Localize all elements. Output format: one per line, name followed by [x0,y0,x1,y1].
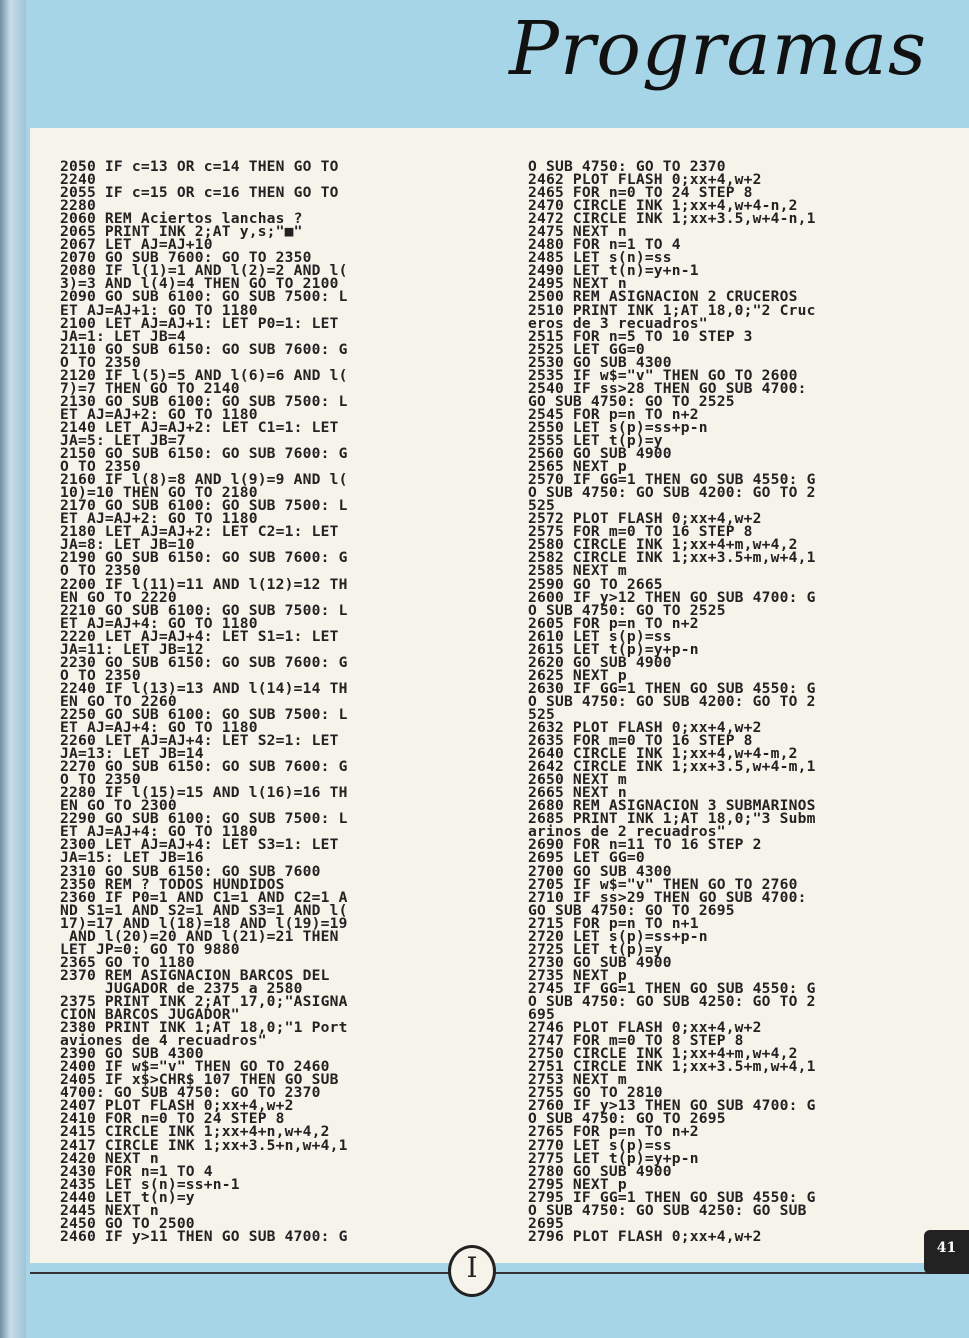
code-line: 2160 IF l(8)=8 AND l(9)=9 AND l( [60,471,348,489]
code-line: 2430 FOR n=1 TO 4 [60,1162,213,1180]
code-line: 2620 GO SUB 4900 [528,653,672,671]
code-line: 2690 FOR n=11 TO 16 STEP 2 [528,836,762,854]
code-line: 2570 IF GG=1 THEN GO SUB 4550: G [528,471,816,489]
code-line: 2642 CIRCLE INK 1;xx+3.5,w+4-m,1 [528,758,816,776]
code-line: 2615 LET t(p)=y+p-n [528,640,699,658]
code-line: EN GO TO 2220 [60,588,177,606]
code-line: 2067 LET AJ=AJ+10 [60,236,213,254]
code-line: 2365 GO TO 1180 [60,953,195,971]
code-line: 2417 CIRCLE INK 1;xx+3.5+n,w+4,1 [60,1136,348,1154]
page-number: 41 [936,1240,957,1256]
code-line: 2380 PRINT INK 1;AT 18,0;"1 Port [60,1019,348,1037]
code-line: 2635 FOR m=0 TO 16 STEP 8 [528,732,753,750]
code-line: 695 [528,1006,555,1024]
code-line: 2745 IF GG=1 THEN GO SUB 4550: G [528,979,816,997]
code-line: 2565 NEXT p [528,458,627,476]
code-line: 2680 REM ASIGNACION 3 SUBMARINOS [528,797,816,815]
code-line: 4700: GO SUB 4750: GO TO 2370 [60,1084,321,1102]
page-sheet [30,128,969,1263]
code-line: eros de 3 recuadros" [528,314,708,332]
code-line: 2665 NEXT n [528,784,627,802]
code-line: O SUB 4750: GO TO 2525 [528,601,726,619]
code-line: 2462 PLOT FLASH 0;xx+4,w+2 [528,171,762,189]
code-line: ET AJ=AJ+2: GO TO 1180 [60,510,258,528]
code-line: 2460 IF y>11 THEN GO SUB 4700: G [60,1227,348,1245]
code-line: 2550 LET s(p)=ss+p-n [528,418,708,436]
code-line: O SUB 4750: GO SUB 4200: GO TO 2 [528,484,816,502]
code-line: ET AJ=AJ+2: GO TO 1180 [60,405,258,423]
code-line: 2485 LET s(n)=ss [528,249,672,267]
section-title: Programas [509,6,927,92]
code-line: 3)=3 AND l(4)=4 THEN GO TO 2100 [60,275,339,293]
code-line: JA=13: LET JB=14 [60,745,204,763]
code-line: 2480 FOR n=1 TO 4 [528,236,681,254]
code-line: 2180 LET AJ=AJ+2: LET C2=1: LET [60,523,339,541]
code-line: 2120 IF l(5)=5 AND l(6)=6 AND l( [60,366,348,384]
code-line: 2350 REM ? TODOS HUNDIDOS [60,875,285,893]
code-line: 2390 GO SUB 4300 [60,1045,204,1063]
code-line: O SUB 4750: GO SUB 4200: GO TO 2 [528,692,816,710]
code-line: 2475 NEXT n [528,223,627,241]
code-line: 2440 LET t(n)=y [60,1188,195,1206]
code-line: 2420 NEXT n [60,1149,159,1167]
code-line: 2560 GO SUB 4900 [528,445,672,463]
code-line: 2775 LET t(p)=y+p-n [528,1149,699,1167]
code-line: 2535 IF w$="v" THEN GO TO 2600 [528,366,798,384]
code-line: 2725 LET t(p)=y [528,940,663,958]
code-line: 2590 GO TO 2665 [528,575,663,593]
code-line: 2465 FOR n=0 TO 24 STEP 8 [528,184,753,202]
footer-band [26,1263,969,1338]
code-line: 2632 PLOT FLASH 0;xx+4,w+2 [528,719,762,737]
code-line: 2210 GO SUB 6100: GO SUB 7500: L [60,601,348,619]
code-line: EN GO TO 2300 [60,797,177,815]
code-line: 2065 PRINT INK 2;AT y,s;"■" [60,223,303,241]
code-line: 2055 IF c=15 OR c=16 THEN GO TO [60,184,339,202]
code-line: 2190 GO SUB 6150: GO SUB 7600: G [60,549,348,567]
code-line: 2640 CIRCLE INK 1;xx+4,w+4-m,2 [528,745,798,763]
code-line: 2705 IF w$="v" THEN GO TO 2760 [528,875,798,893]
code-line: 2110 GO SUB 6150: GO SUB 7600: G [60,340,348,358]
code-line: O TO 2350 [60,458,141,476]
code-line: 2495 NEXT n [528,275,627,293]
code-line: 2625 NEXT p [528,666,627,684]
code-line: 2610 LET s(p)=ss [528,627,672,645]
code-line: LET JP=0: GO TO 9880 [60,940,240,958]
code-line: 2407 PLOT FLASH 0;xx+4,w+2 [60,1097,294,1115]
code-line: O TO 2350 [60,666,141,684]
code-line: 2750 CIRCLE INK 1;xx+4+m,w+4,2 [528,1045,798,1063]
code-line: 2435 LET s(n)=ss+n-1 [60,1175,240,1193]
code-line: 2220 LET AJ=AJ+4: LET S1=1: LET [60,627,339,645]
code-line: O SUB 4750: GO TO 2695 [528,1110,726,1128]
code-line: 2755 GO TO 2810 [528,1084,663,1102]
code-line: aviones de 4 recuadros" [60,1032,267,1050]
code-line: 2695 [528,1214,564,1232]
code-line: 2280 [60,197,96,215]
code-line: 2415 CIRCLE INK 1;xx+4+n,w+4,2 [60,1123,330,1141]
code-line: 2572 PLOT FLASH 0;xx+4,w+2 [528,510,762,528]
code-line: 2150 GO SUB 6150: GO SUB 7600: G [60,445,348,463]
code-line: ET AJ=AJ+4: GO TO 1180 [60,719,258,737]
code-line: arinos de 2 recuadros" [528,823,726,841]
code-line: 525 [528,497,555,515]
code-line: 2370 REM ASIGNACION BARCOS DEL [60,966,330,984]
code-line: JA=15: LET JB=16 [60,849,204,867]
code-line: 2765 FOR p=n TO n+2 [528,1123,699,1141]
code-line: GO SUB 4750: GO TO 2525 [528,392,735,410]
code-line: 10)=10 THEN GO TO 2180 [60,484,258,502]
code-line: 2650 NEXT m [528,771,627,789]
code-line: JA=1: LET JB=4 [60,327,186,345]
code-line: 2490 LET t(n)=y+n-1 [528,262,699,280]
code-line: ET AJ=AJ+4: GO TO 1180 [60,823,258,841]
code-line: 2130 GO SUB 6100: GO SUB 7500: L [60,392,348,410]
code-line: 2580 CIRCLE INK 1;xx+4+m,w+4,2 [528,536,798,554]
code-line: 2540 IF ss>28 THEN GO SUB 4700: [528,379,807,397]
code-line: 2445 NEXT n [60,1201,159,1219]
code-line: 2200 IF l(11)=11 AND l(12)=12 TH [60,575,348,593]
code-line: 2605 FOR p=n TO n+2 [528,614,699,632]
code-line: 2700 GO SUB 4300 [528,862,672,880]
code-line: 2770 LET s(p)=ss [528,1136,672,1154]
code-line: JA=8: LET JB=10 [60,536,195,554]
code-line: 2410 FOR n=0 TO 24 STEP 8 [60,1110,285,1128]
code-line: 2290 GO SUB 6100: GO SUB 7500: L [60,810,348,828]
code-line: ND S1=1 AND S2=1 AND S3=1 AND l( [60,901,348,919]
code-line: CION BARCOS JUGADOR" [60,1006,240,1024]
code-line: 2070 GO SUB 7600: GO TO 2350 [60,249,312,267]
code-line: 2747 FOR m=0 TO 8 STEP 8 [528,1032,744,1050]
code-line: 2090 GO SUB 6100: GO SUB 7500: L [60,288,348,306]
code-line: 2753 NEXT m [528,1071,627,1089]
code-line: JUGADOR de 2375 a 2580 [60,979,303,997]
code-line: GO SUB 4750: GO TO 2695 [528,901,735,919]
code-line: 2060 REM Aciertos lanchas ? [60,210,303,228]
code-line: 2751 CIRCLE INK 1;xx+3.5+m,w+4,1 [528,1058,816,1076]
code-line: 2472 CIRCLE INK 1;xx+3.5,w+4-n,1 [528,210,816,228]
code-line: 2100 LET AJ=AJ+1: LET P0=1: LET [60,314,339,332]
code-line: 2575 FOR m=0 TO 16 STEP 8 [528,523,753,541]
code-line: O SUB 4750: GO TO 2370 [528,158,726,175]
code-line: 2695 LET GG=0 [528,849,645,867]
code-line: 2795 NEXT p [528,1175,627,1193]
code-line: O TO 2350 [60,353,141,371]
code-line: 2450 GO TO 2500 [60,1214,195,1232]
code-line: 2715 FOR p=n TO n+1 [528,914,699,932]
code-line: 2585 NEXT m [528,562,627,580]
code-line: 2685 PRINT INK 1;AT 18,0;"3 Subm [528,810,816,828]
footer-numeral: I [466,1251,478,1284]
code-line: 2510 PRINT INK 1;AT 18,0;"2 Cruc [528,301,816,319]
listing-column-left [60,160,440,1243]
page-binding-edge [0,0,26,1338]
code-line: 2555 LET t(p)=y [528,431,663,449]
code-line: 2270 GO SUB 6150: GO SUB 7600: G [60,758,348,776]
code-line: 2310 GO SUB 6150: GO SUB 7600 [60,862,321,880]
code-line: 2140 LET AJ=AJ+2: LET C1=1: LET [60,418,339,436]
code-line: 2405 IF x$>CHR$ 107 THEN GO SUB [60,1071,339,1089]
code-line: 2760 IF y>13 THEN GO SUB 4700: G [528,1097,816,1115]
code-line: 2530 GO SUB 4300 [528,353,672,371]
code-line: 2250 GO SUB 6100: GO SUB 7500: L [60,705,348,723]
code-line: 2470 CIRCLE INK 1;xx+4,w+4-n,2 [528,197,798,215]
code-line: 2360 IF P0=1 AND C1=1 AND C2=1 A [60,888,348,906]
code-line: 2375 PRINT INK 2;AT 17,0;"ASIGNA [60,993,348,1010]
code-line: 2515 FOR n=5 TO 10 STEP 3 [528,327,753,345]
code-line: 2080 IF l(1)=1 AND l(2)=2 AND l( [60,262,348,280]
code-line: 2400 IF w$="v" THEN GO TO 2460 [60,1058,330,1076]
code-line: 2746 PLOT FLASH 0;xx+4,w+2 [528,1019,762,1037]
code-line: 2525 LET GG=0 [528,340,645,358]
code-line: 2720 LET s(p)=ss+p-n [528,927,708,945]
code-line: 2630 IF GG=1 THEN GO SUB 4550: G [528,679,816,697]
code-line: 2230 GO SUB 6150: GO SUB 7600: G [60,653,348,671]
code-line: 2170 GO SUB 6100: GO SUB 7500: L [60,497,348,515]
code-line: 2795 IF GG=1 THEN GO SUB 4550: G [528,1188,816,1206]
code-line: 2500 REM ASIGNACION 2 CRUCEROS [528,288,798,306]
code-line: JA=5: LET JB=7 [60,431,186,449]
code-line: 2600 IF y>12 THEN GO SUB 4700: G [528,588,816,606]
code-line: O SUB 4750: GO SUB 4250: GO TO 2 [528,993,816,1010]
code-line: 2240 IF l(13)=13 AND l(14)=14 TH [60,679,348,697]
code-line: 7)=7 THEN GO TO 2140 [60,379,240,397]
code-line: O SUB 4750: GO SUB 4250: GO SUB [528,1201,807,1219]
code-line: 2796 PLOT FLASH 0;xx+4,w+2 [528,1227,762,1245]
code-line: 2730 GO SUB 4900 [528,953,672,971]
code-line: 2545 FOR p=n TO n+2 [528,405,699,423]
code-line: JA=11: LET JB=12 [60,640,204,658]
listing-column-right [528,160,948,1243]
code-line: O TO 2350 [60,562,141,580]
code-line: 2240 [60,171,96,189]
code-line: 2735 NEXT p [528,966,627,984]
code-line: 2280 IF l(15)=15 AND l(16)=16 TH [60,784,348,802]
code-line: 2050 IF c=13 OR c=14 THEN GO TO [60,158,339,175]
code-line: 2260 LET AJ=AJ+4: LET S2=1: LET [60,732,339,750]
code-line: ET AJ=AJ+1: GO TO 1180 [60,301,258,319]
code-line: O TO 2350 [60,771,141,789]
code-line: 2710 IF ss>29 THEN GO SUB 4700: [528,888,807,906]
code-line: 17)=17 AND l(18)=18 AND l(19)=19 [60,914,348,932]
code-line: 525 [528,705,555,723]
code-line: ET AJ=AJ+4: GO TO 1180 [60,614,258,632]
code-line: 2300 LET AJ=AJ+4: LET S3=1: LET [60,836,339,854]
code-line: 2582 CIRCLE INK 1;xx+3.5+m,w+4,1 [528,549,816,567]
code-line: AND l(20)=20 AND l(21)=21 THEN [60,927,339,945]
code-line: 2780 GO SUB 4900 [528,1162,672,1180]
code-line: EN GO TO 2260 [60,692,177,710]
